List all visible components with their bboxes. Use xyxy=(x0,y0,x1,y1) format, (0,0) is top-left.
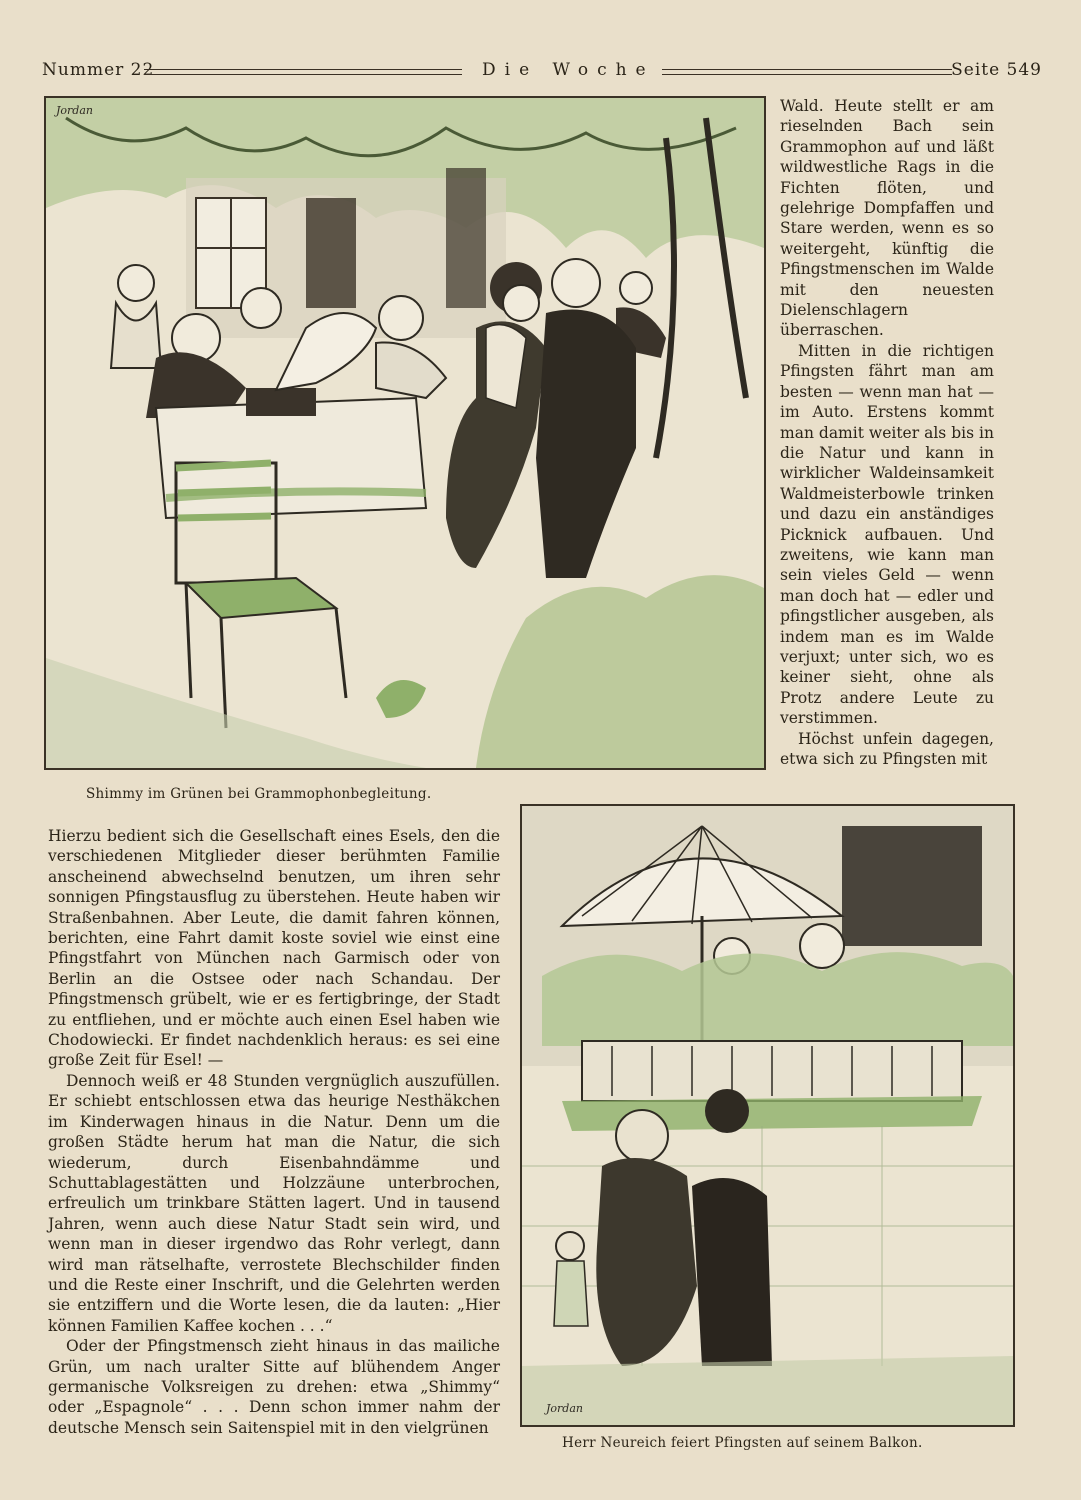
header-rule-right xyxy=(662,69,952,75)
paragraph: Wald. Heute stellt er am rieselnden Bach sein Grammophon auf und läßt wildwestliche Rags in die Fichten flöten, und gelehrige Dompfaffen und Stare werden, wenn es so weitergeht, künftig die Pfingstmenschen im Walde mit den neuesten Dielenschlagern überraschen. xyxy=(780,97,994,340)
caption-shimmy: Shimmy im Grünen bei Grammophonbegleitung. xyxy=(86,786,432,802)
caption-balcony: Herr Neureich feiert Pfingsten auf seinem Balkon. xyxy=(562,1435,923,1451)
paragraph: Hierzu bedient sich die Gesellschaft eines Esels, den die verschiedenen Mitglieder dieser berühmten Familie anscheinend abwechselnd benutzen, um ihren sehr sonnigen Pfingstausflug zu überstehen. Heute haben wir Straßenbahnen. Aber Leute, die damit fahren können, berichten, eine Fahrt damit koste soviel wie einst eine Pfingstfahrt von München nach Garmisch oder von Berlin an die Ostsee oder nach Schandau. Der Pfingstmensch grübelt, wie er es fertigbringe, der Stadt zu entfliehen, und er möchte auch einen Esel haben wie Chodowiecki. Er findet nachdenklich heraus: es sei eine große Zeit für Esel! — xyxy=(48,827,500,1070)
illustration-shimmy xyxy=(44,96,766,770)
shimmy-drawing xyxy=(46,98,764,768)
paragraph: Höchst unfein dagegen, etwa sich zu Pfingsten mit xyxy=(780,729,994,768)
artist-signature: Jordan xyxy=(546,1402,583,1415)
left-column-text xyxy=(48,826,500,1438)
paragraph: Mitten in die richtigen Pfingsten fährt man am besten — wenn man hat — im Auto. Erstens kommt man damit weiter als bis in die Natur und kann in wirklicher Waldeinsamkeit Waldmeisterbowle trinken und dazu ein anständiges Picknick aufbauen. Und zweitens, wie kann man sein vieles Geld — wenn man doch hat — edler und pfingstlicher ausgeben, als indem man es im Walde verjuxt; unter sich, wo es keiner sieht, ohne als Protz andere Leute zu verstimmen. xyxy=(780,341,994,728)
paragraph: Dennoch weiß er 48 Stunden vergnüglich auszufüllen. Er schiebt entschlossen etwa das heurige Nesthäkchen im Kinderwagen hinaus in die Natur. Denn um die großen Städte herum hat man die Natur, die sich wiederum, durch Eisenbahndämme und Schuttablagestätten und Holzzäune unterbrochen, erfreulich um trinkbare Stätten lagert. Und in tausend Jahren, wenn auch diese Natur Stadt sein wird, und wenn man in dieser irgendwo das Rohr verlegt, dann wird man rätselhafte, verrostete Blechschilder finden und die Reste einer Inschrift, und die Gelehrten werden sie entziffern und die Worte lesen, die da lauten: „Hier können Familien Kaffee kochen . . .“ xyxy=(48,1071,500,1335)
illustration-balcony xyxy=(520,804,1015,1427)
magazine-title: Die Woche xyxy=(482,60,655,80)
issue-number: Nummer 22 xyxy=(42,60,155,80)
page-header xyxy=(42,58,1042,86)
paragraph: Oder der Pfingstmensch zieht hinaus in das mailiche Grün, um nach uralter Sitte auf blühendem Anger germanische Volksreigen zu drehen: etwa „Shimmy“ oder „Espagnole“ . . . Denn schon immer nahm der deutsche Mensch sein Saitenspiel mit in den vielgrünen xyxy=(48,1337,500,1437)
right-column-text xyxy=(780,96,994,769)
artist-signature: Jordan xyxy=(56,104,93,117)
page-number: Seite 549 xyxy=(951,60,1042,80)
balcony-drawing xyxy=(522,806,1013,1425)
header-rule-left xyxy=(144,69,462,75)
